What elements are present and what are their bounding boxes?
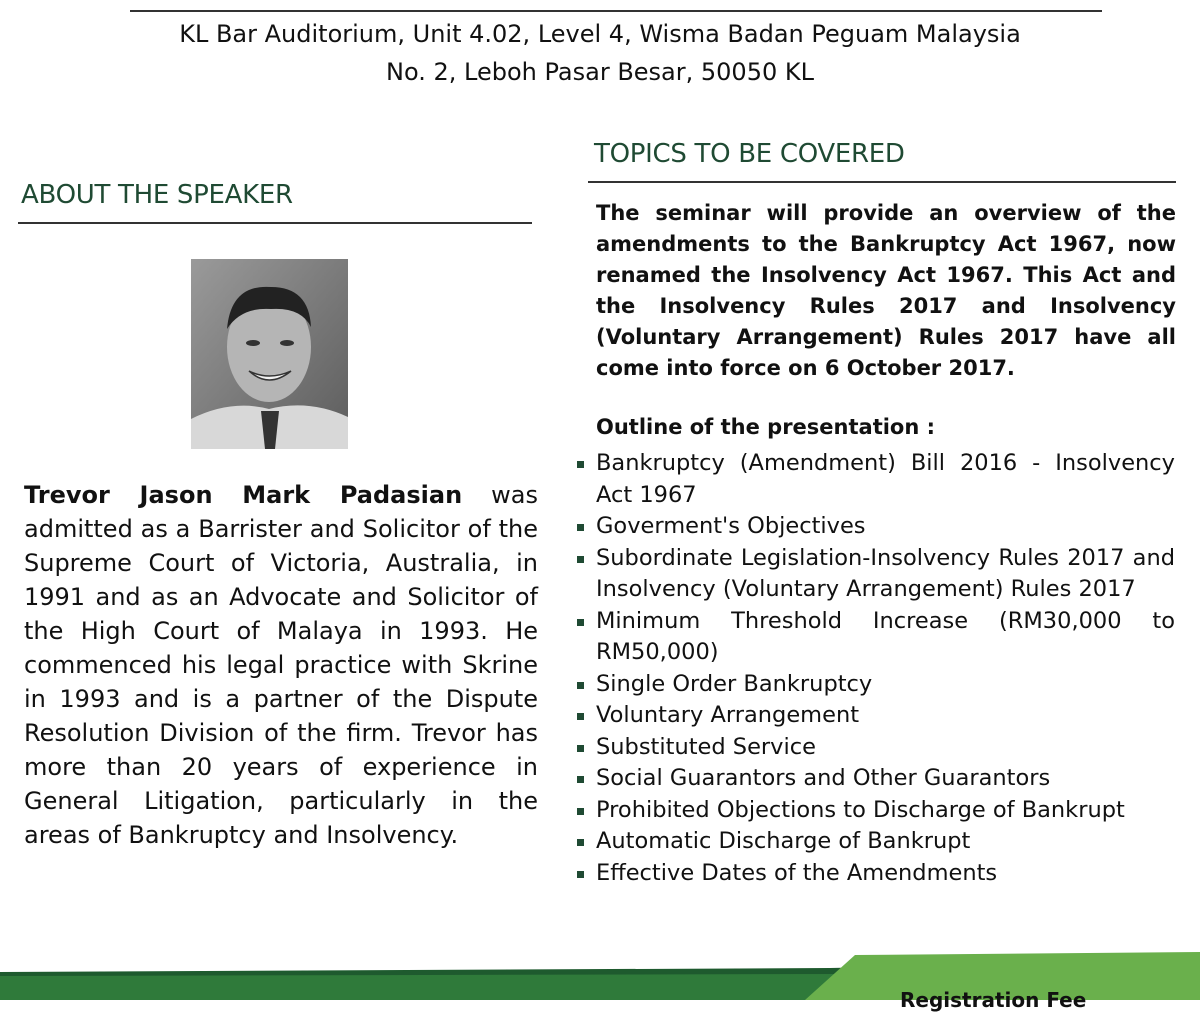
- registration-fee-label: Registration Fee: [900, 988, 1087, 1012]
- speaker-bio: [24, 478, 538, 852]
- topics-heading: TOPICS TO BE COVERED: [594, 139, 905, 169]
- speaker-heading-rule: [18, 222, 532, 224]
- list-item: Automatic Discharge of Bankrupt: [577, 826, 1175, 858]
- bullet-icon: [577, 682, 584, 689]
- list-item: Voluntary Arrangement: [577, 700, 1175, 732]
- list-item: Goverment's Objectives: [577, 511, 1175, 543]
- outline-title: Outline of the presentation :: [596, 415, 936, 439]
- bullet-icon: [577, 461, 584, 468]
- venue-line-1: KL Bar Auditorium, Unit 4.02, Level 4, Wisma Badan Peguam Malaysia: [179, 20, 1021, 48]
- list-item: Minimum Threshold Increase (RM30,000 to RM50,000): [577, 606, 1175, 669]
- speaker-name: Trevor Jason Mark Padasian: [24, 481, 463, 509]
- list-item: Social Guarantors and Other Guarantors: [577, 763, 1175, 795]
- bullet-icon: [577, 619, 584, 626]
- speaker-bio-text: was admitted as a Barrister and Solicitor of the Supreme Court of Victoria, Australia, in 1991 and as an Advocate and Solicitor of the High Court of Malaya in 1993. He commenced his legal practice with Skrine in 1993 and is a partner of the Dispute Resolution Division of the firm. Trevor has more than 20 years of experience in General Litigation, particularly in the areas of Bankruptcy and Insolvency.: [24, 481, 538, 849]
- bullet-icon: [577, 713, 584, 720]
- list-item: Substituted Service: [577, 732, 1175, 764]
- list-item: Single Order Bankruptcy: [577, 669, 1175, 701]
- topics-heading-rule: [588, 181, 1176, 183]
- speaker-heading: ABOUT THE SPEAKER: [21, 180, 293, 210]
- top-divider: [130, 10, 1102, 12]
- topics-intro: The seminar will provide an overview of the amendments to the Bankruptcy Act 1967, now renamed the Insolvency Act 1967. This Act and the Insolvency Rules 2017 and Insolvency (Voluntary Arrangement) Rules 2017 have all come into force on 6 October 2017.: [596, 201, 1176, 380]
- topics-list: [577, 448, 1175, 889]
- venue-line-2: No. 2, Leboh Pasar Besar, 50050 KL: [386, 58, 814, 86]
- bullet-icon: [577, 839, 584, 846]
- list-item: Prohibited Objections to Discharge of Bankrupt: [577, 795, 1175, 827]
- bullet-icon: [577, 871, 584, 878]
- bullet-icon: [577, 776, 584, 783]
- list-item: Bankruptcy (Amendment) Bill 2016 - Insolvency Act 1967: [577, 448, 1175, 511]
- speaker-photo: [191, 259, 348, 449]
- list-item: Subordinate Legislation-Insolvency Rules 2017 and Insolvency (Voluntary Arrangement) Rules 2017: [577, 543, 1175, 606]
- bullet-icon: [577, 556, 584, 563]
- bullet-icon: [577, 808, 584, 815]
- bullet-icon: [577, 745, 584, 752]
- list-item: Effective Dates of the Amendments: [577, 858, 1175, 890]
- bullet-icon: [577, 524, 584, 531]
